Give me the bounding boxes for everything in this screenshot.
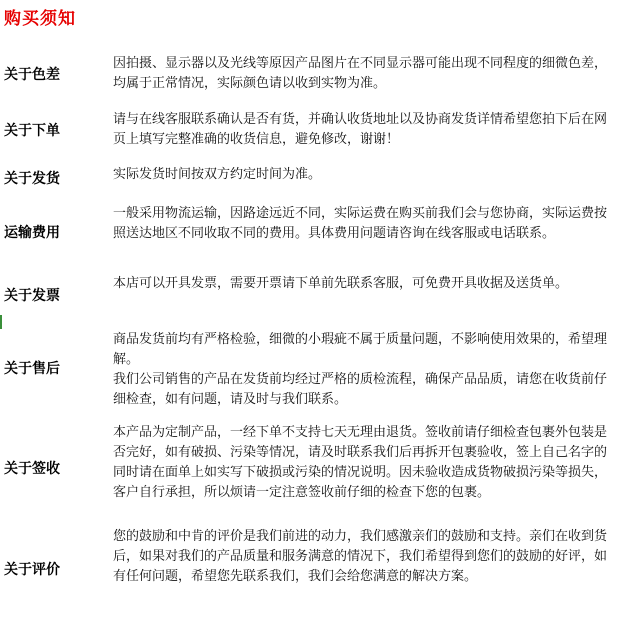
section-shipping [0, 165, 619, 195]
section-paragraph: 我们公司销售的产品在发货前均经过严格的质检流程，确保产品品质，请您在收货前仔细检查，如有问题，请及时与我们联系。 [113, 372, 608, 407]
section-reviews [0, 527, 619, 615]
section-invoice [0, 273, 619, 323]
section-paragraph: 因拍摄、显示器以及光线等原因产品图片在不同显示器可能出现不同程度的细微色差，均属于正常情况，实际颜色请以收到实物为准。 [113, 56, 608, 91]
section-paragraph: 本店可以开具发票，需要开票请下单前先联系客服，可免费开具收据及送货单。 [113, 276, 569, 291]
section-shipping-fee [0, 204, 619, 266]
page-title: 购买须知 [4, 9, 76, 29]
section-content [113, 204, 613, 244]
section-label: 关于下单 [4, 123, 60, 139]
section-ordering [0, 108, 619, 158]
section-paragraph: 本产品为定制产品，一经下单不支持七天无理由退货。签收前请仔细检查包裹外包装是否完好，如有破损、污染等情况，请及时联系我们后再拆开包裹验收，签上自己名字的同时请在面单上如实写下破损或污染的情况说明。因未验收造成货物破损污染等损失，客户自行承担，所以烦请一定注意签收前仔细的检查下您的包裹。 [113, 425, 608, 500]
section-paragraph: 您的鼓励和中肯的评价是我们前进的动力，我们感激亲们的鼓励和支持。亲们在收到货后，如果对我们的产品质量和服务满意的情况下，我们希望得到您们的鼓励的好评，如有任何问题，希望您先联系我们，我们会给您满意的解决方案。 [113, 529, 608, 584]
section-label: 关于售后 [4, 361, 60, 377]
section-content [113, 330, 613, 410]
section-content [113, 54, 613, 94]
section-content [113, 527, 613, 587]
section-label: 关于评价 [4, 562, 60, 578]
section-paragraph: 一般采用物流运输，因路途远近不同，实际运费在购买前我们会与您协商，实际运费按照送达地区不同收取不同的费用。具体费用问题请咨询在线客服或电话联系。 [113, 206, 608, 241]
section-paragraph: 商品发货前均有严格检验，细微的小瑕疵不属于质量问题，不影响使用效果的，希望理解。 [113, 332, 608, 367]
section-label: 关于签收 [4, 461, 60, 477]
section-paragraph: 请与在线客服联系确认是否有货，并确认收货地址以及协商发货详情希望您拍下后在网页上填写完整准确的收货信息，避免修改，谢谢！ [113, 112, 608, 147]
section-after-sales [0, 330, 619, 418]
section-label: 关于发货 [4, 171, 60, 187]
section-content [113, 165, 613, 185]
section-label: 运输费用 [4, 225, 60, 241]
section-signing [0, 423, 619, 513]
section-label: 关于色差 [4, 67, 60, 83]
section-paragraph: 实际发货时间按双方约定时间为准。 [113, 167, 322, 182]
section-content [113, 423, 613, 503]
section-content [113, 110, 613, 150]
section-color-difference [0, 50, 619, 100]
section-content [113, 274, 613, 294]
section-label: 关于发票 [4, 288, 60, 304]
